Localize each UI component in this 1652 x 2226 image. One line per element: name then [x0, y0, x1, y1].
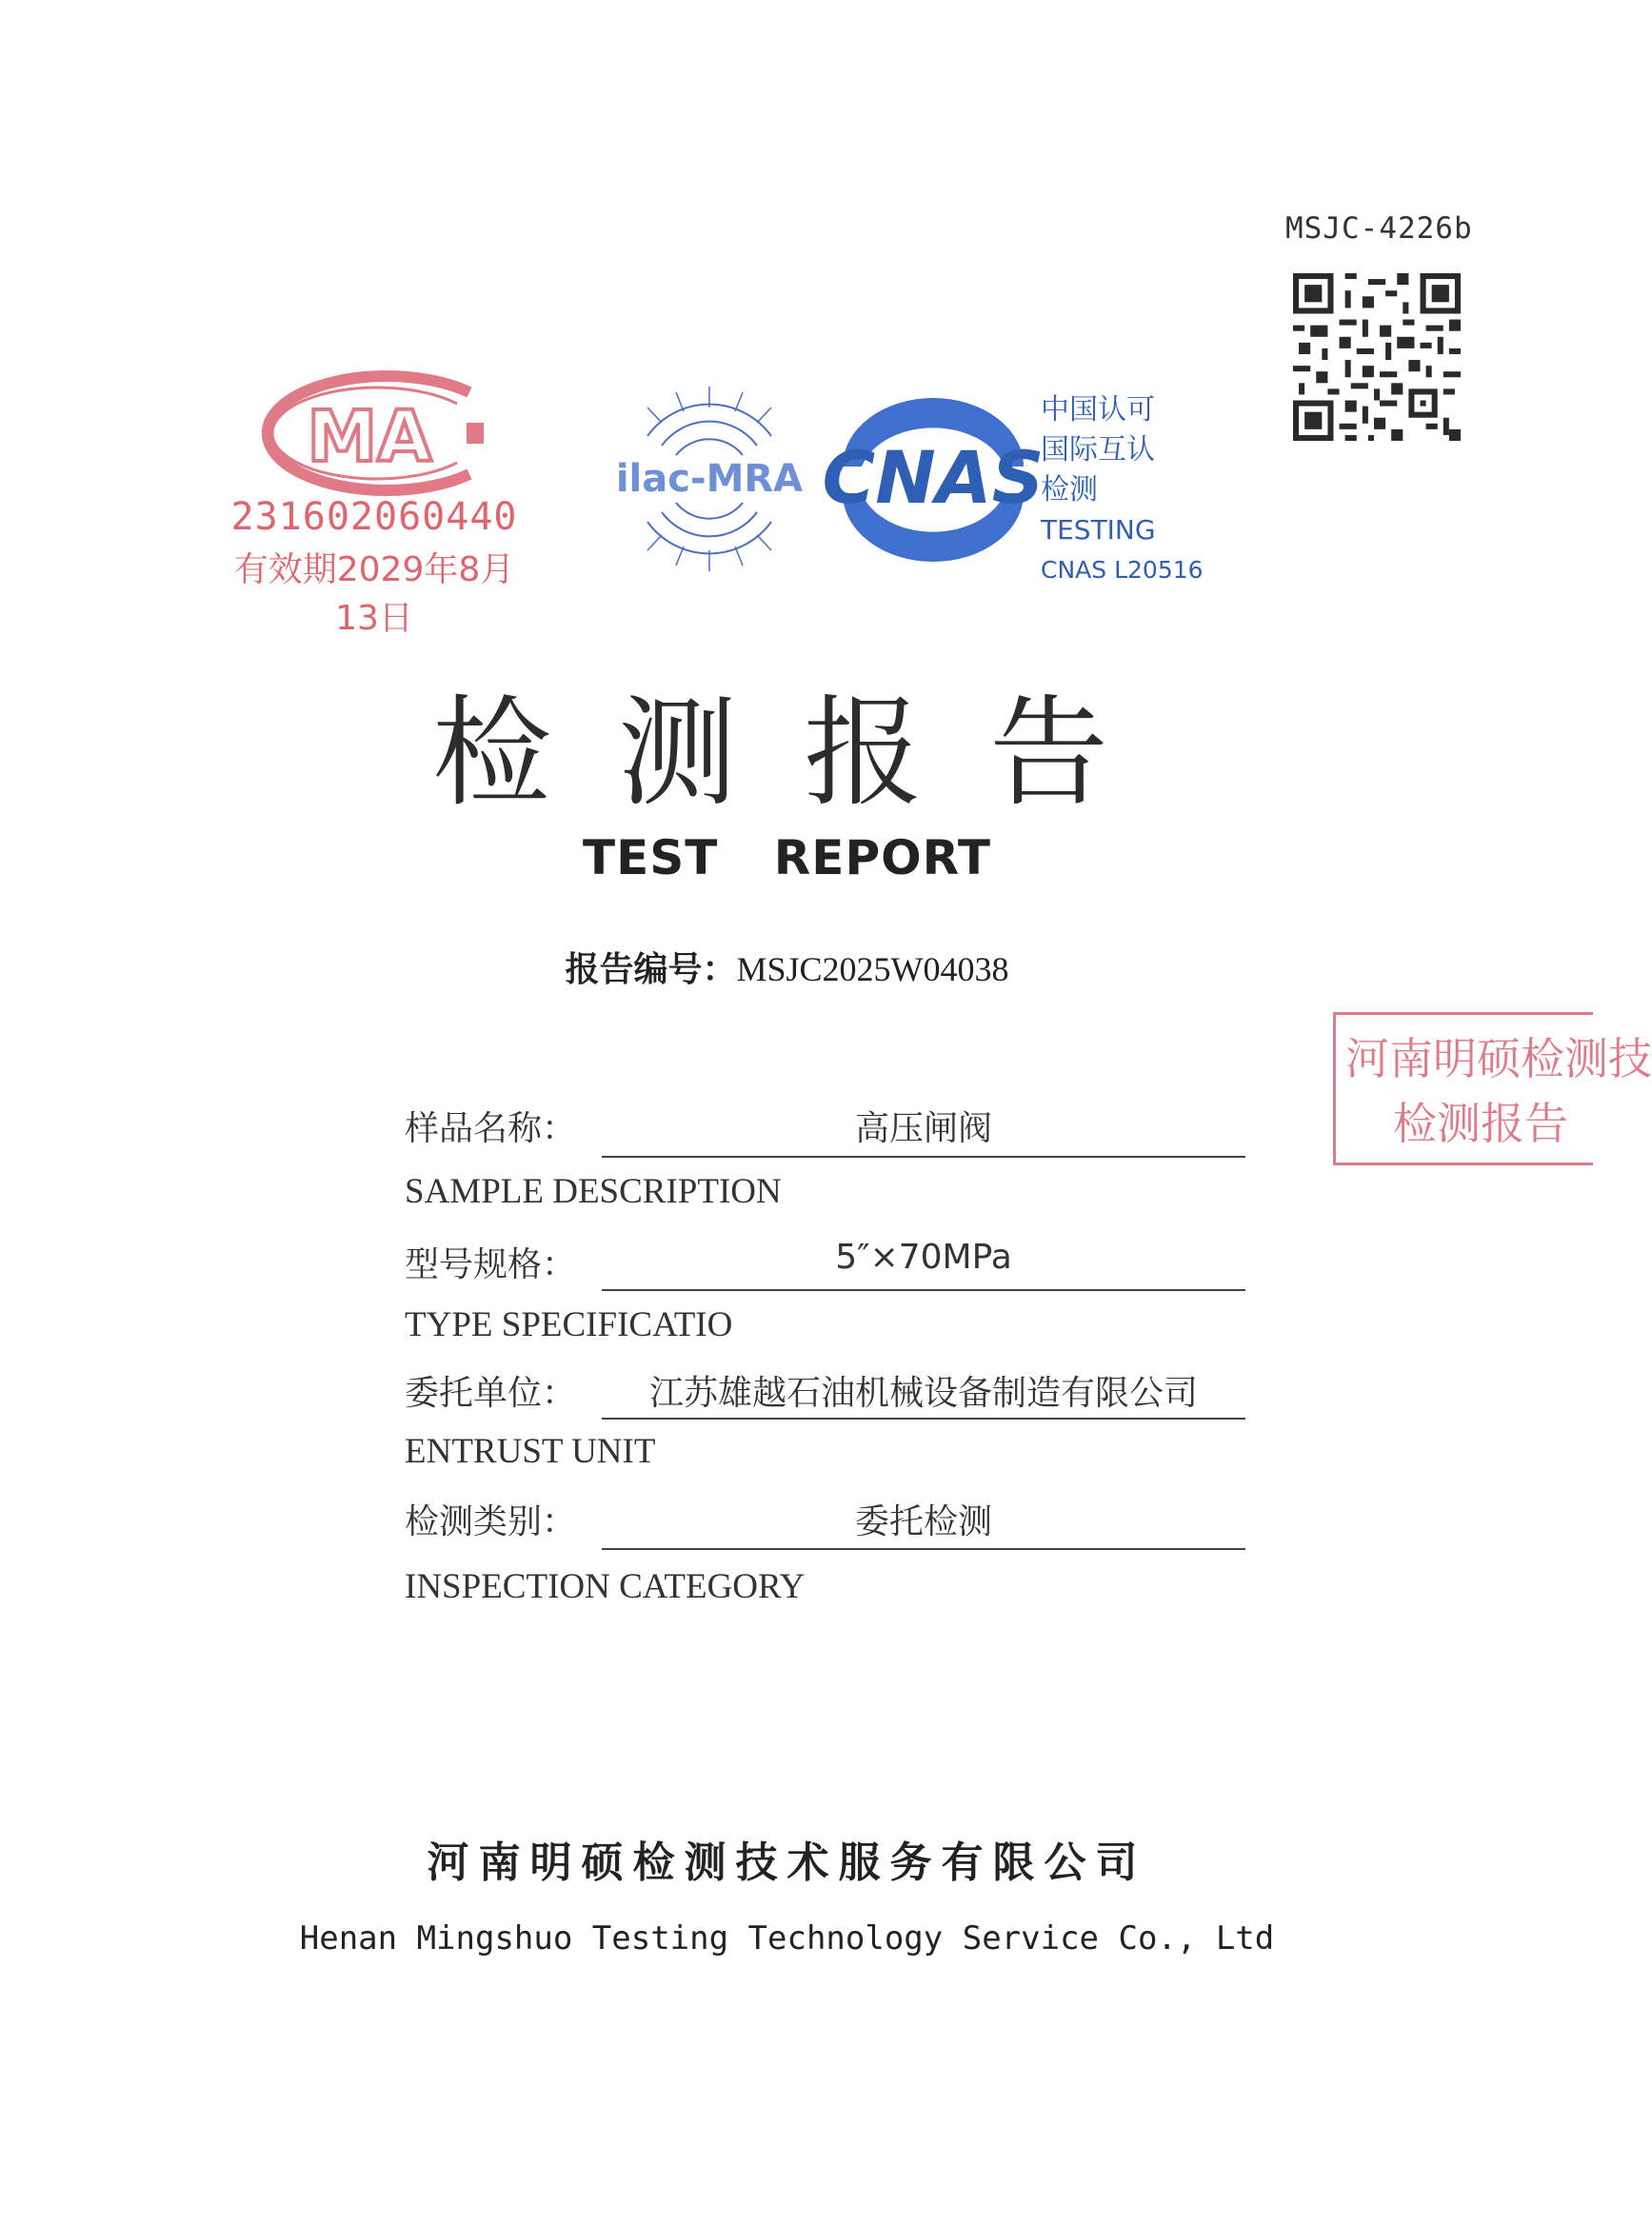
company-seal-stamp: [1333, 1012, 1652, 1165]
report-number-label: 报告编号：: [565, 950, 737, 989]
type-spec-label: 型号规格：: [405, 1245, 577, 1284]
document-code: MSJC-4226b: [1285, 211, 1473, 246]
entrust-unit-value: 江苏雄越石油机械设备制造有限公司: [648, 1374, 1198, 1413]
qr-code-icon: [1293, 273, 1461, 441]
inspection-category-value: 委托检测: [854, 1502, 992, 1541]
report-number: [0, 943, 1574, 991]
inspection-category-underline: [602, 1548, 1245, 1550]
svg-text:CNAS: CNAS: [822, 435, 1045, 520]
type-spec-underline: [602, 1289, 1245, 1291]
cnas-logo-icon: [814, 390, 1047, 562]
type-spec-value: 5″×70MPa: [835, 1238, 1012, 1277]
sample-name-label: 样品名称：: [405, 1109, 577, 1148]
organization-name-en: Henan Mingshuo Testing Technology Service Co., Ltd: [299, 1919, 1275, 1958]
cnas-number: CNAS L20516: [1041, 556, 1204, 584]
sample-description-label: SAMPLE DESCRIPTION: [405, 1172, 782, 1211]
entrust-unit-en-label: ENTRUST UNIT: [405, 1432, 656, 1471]
svg-text:MA: MA: [307, 396, 432, 478]
type-specification-label: TYPE SPECIFICATIO: [405, 1305, 733, 1344]
sample-name-value: 高压闸阀: [854, 1109, 992, 1148]
report-number-value: MSJC2025W04038: [736, 950, 1009, 988]
cma-validity: 有效期2029年8月13日: [233, 550, 515, 638]
cnas-line-1: 中国认可: [1041, 393, 1155, 427]
seal-line-1: 河南明硕检测技: [1345, 1033, 1652, 1084]
entrust-unit-underline: [602, 1418, 1245, 1420]
entrust-unit-label: 委托单位：: [405, 1374, 577, 1413]
organization-name-cn: 河南明硕检测技术服务有限公司: [427, 1838, 1147, 1887]
cnas-line-3: 检测: [1041, 473, 1098, 507]
cma-number: 231602060440: [230, 495, 518, 539]
sample-name-underline: [602, 1156, 1245, 1158]
cnas-line-2: 国际互认: [1041, 433, 1155, 467]
cnas-info: [1041, 390, 1204, 590]
page-title-en: TEST REPORT: [583, 830, 991, 885]
cnas-testing: TESTING: [1041, 514, 1156, 546]
ilac-mra-logo-icon: [609, 379, 809, 579]
svg-text:ilac-MRA: ilac-MRA: [615, 457, 804, 501]
inspection-category-en-label: INSPECTION CATEGORY: [405, 1567, 806, 1606]
seal-line-2: 检测报告: [1393, 1098, 1568, 1149]
inspection-category-label: 检测类别：: [405, 1502, 577, 1541]
cma-logo-icon: [246, 375, 484, 491]
page-title-cn: 检测报告: [432, 685, 1175, 823]
cma-stamp: [217, 371, 531, 638]
